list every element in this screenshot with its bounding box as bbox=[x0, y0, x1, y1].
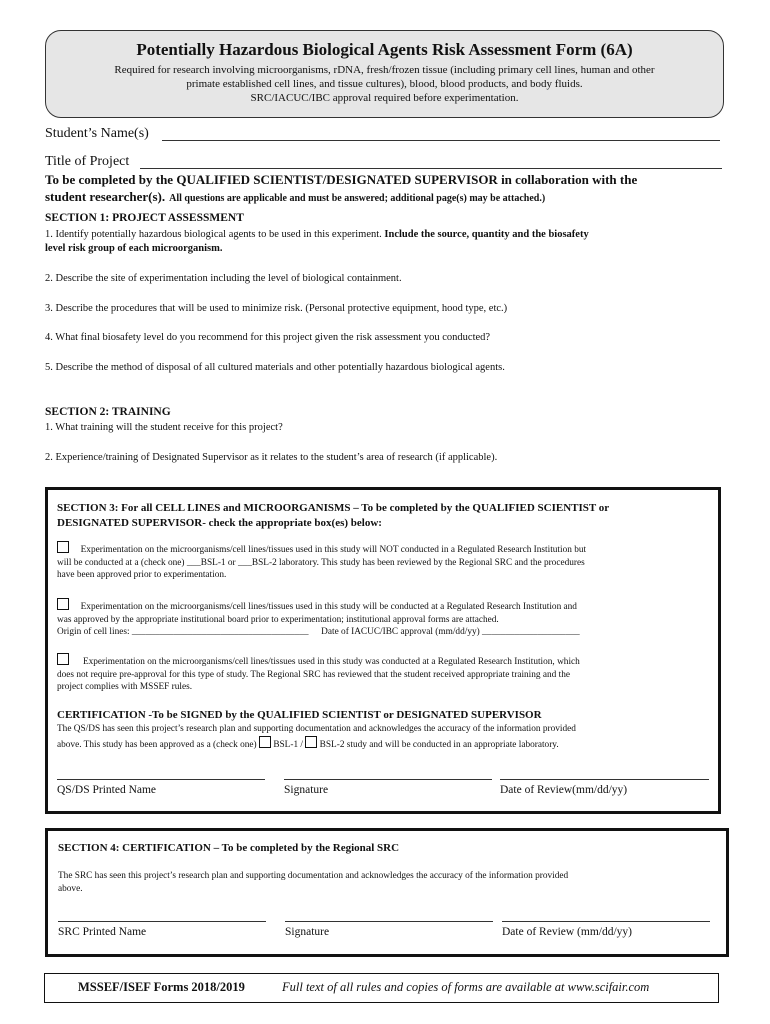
section1-q1 bbox=[45, 229, 589, 240]
bsl1-checkbox[interactable] bbox=[259, 736, 271, 748]
students-name-field[interactable] bbox=[162, 140, 720, 141]
form-header bbox=[45, 30, 724, 118]
section1-q4: 4. What final biosafety level do you recommend for this project given the risk assessment you conducted? bbox=[45, 332, 491, 343]
section4-line: The SRC has seen this project’s research plan and supporting documentation and acknowledges the accuracy of the information provided bbox=[58, 871, 569, 881]
intro-bold: student researcher(s). bbox=[45, 189, 166, 204]
src-signature-line[interactable] bbox=[285, 921, 493, 922]
option3-text: Experimentation on the microorganisms/cell lines/tissues used in this study was conducted at a Regulated Research Institution, which bbox=[82, 657, 580, 667]
option2-text: Experimentation on the microorganisms/cell lines/tissues used in this study will be conducted at a Regulated Research Institution and bbox=[80, 602, 577, 612]
intro-line2 bbox=[45, 188, 545, 206]
option1-text: will be conducted at a (check one) ___BSL-1 or ___BSL-2 laboratory. This study has been reviewed by the Regional SRC and the procedures bbox=[57, 557, 585, 568]
certification-text bbox=[57, 723, 712, 751]
section2-q2: 2. Experience/training of Designated Supervisor as it relates to the student’s area of research (if applicable). bbox=[45, 452, 498, 463]
q1-bold: Include the source, quantity and the biosafety bbox=[384, 229, 589, 240]
origin-cell-lines-field[interactable]: Origin of cell lines: ______________________________________ bbox=[57, 627, 309, 637]
iacuc-date-field[interactable]: Date of IACUC/IBC approval (mm/dd/yy) _____________________ bbox=[321, 627, 580, 637]
section3-option3 bbox=[57, 653, 712, 694]
section4-text bbox=[58, 870, 713, 895]
footer-note: Full text of all rules and copies of forms are available at www.scifair.com bbox=[282, 980, 650, 994]
section1-q5: 5. Describe the method of disposal of all cultured materials and other potentially hazardous biological agents. bbox=[45, 362, 505, 373]
src-name-line[interactable] bbox=[58, 921, 266, 922]
certification-heading: CERTIFICATION -To be SIGNED by the QUALIFIED SCIENTIST or DESIGNATED SUPERVISOR bbox=[57, 709, 542, 721]
option1-text: have been approved prior to experimentation. bbox=[57, 570, 227, 580]
intro-note: All questions are applicable and must be answered; additional page(s) may be attached.) bbox=[169, 193, 546, 204]
option2-text: was approved by the appropriate institutional board prior to experimentation; institutional approval forms are attached. bbox=[57, 614, 499, 625]
section1-q1-cont: level risk group of each microorganism. bbox=[45, 243, 223, 254]
section1-heading: SECTION 1: PROJECT ASSESSMENT bbox=[45, 212, 244, 224]
section4-heading: SECTION 4: CERTIFICATION – To be completed by the Regional SRC bbox=[58, 842, 400, 854]
footer-forms-year: MSSEF/ISEF Forms 2018/2019 bbox=[78, 980, 245, 994]
bsl2-label: BSL-2 study and will be conducted in an appropriate laboratory. bbox=[319, 739, 559, 750]
students-name-label: Student’s Name(s) bbox=[45, 126, 149, 141]
option3-text: project complies with MSSEF rules. bbox=[57, 682, 193, 692]
option3-checkbox[interactable] bbox=[57, 653, 69, 665]
section4-line: above. bbox=[58, 883, 83, 894]
form-title: Potentially Hazardous Biological Agents Risk Assessment Form (6A) bbox=[136, 40, 633, 59]
project-title-label: Title of Project bbox=[45, 154, 130, 169]
section3-heading: SECTION 3: For all CELL LINES and MICROORGANISMS – To be completed by the QUALIFIED SCIENTIST or bbox=[57, 502, 610, 514]
subtitle-line: SRC/IACUC/IBC approval required before experimentation. bbox=[250, 92, 519, 104]
project-title-field[interactable] bbox=[140, 168, 722, 169]
qsds-date-label: Date of Review(mm/dd/yy) bbox=[500, 784, 628, 796]
option2-checkbox[interactable] bbox=[57, 598, 69, 610]
subtitle-line: primate established cell lines, and tissue cultures), blood, blood products, and body fluids. bbox=[186, 78, 583, 90]
qsds-name-line[interactable] bbox=[57, 779, 265, 780]
section3-heading-cont: DESIGNATED SUPERVISOR- check the appropriate box(es) below: bbox=[57, 517, 382, 529]
option1-text: Experimentation on the microorganisms/cell lines/tissues used in this study will NOT conducted in a Regulated Research Institution but bbox=[80, 545, 587, 555]
qsds-date-line[interactable] bbox=[500, 779, 709, 780]
form-subtitle bbox=[46, 63, 723, 105]
section1-q2: 2. Describe the site of experimentation including the level of biological containment. bbox=[45, 273, 402, 284]
src-date-label: Date of Review (mm/dd/yy) bbox=[502, 926, 632, 938]
option1-checkbox[interactable] bbox=[57, 541, 69, 553]
src-name-label: SRC Printed Name bbox=[58, 926, 147, 938]
bsl2-checkbox[interactable] bbox=[305, 736, 317, 748]
subtitle-line: Required for research involving microorganisms, rDNA, fresh/frozen tissue (including primary cell lines, human and other bbox=[114, 64, 655, 76]
bsl1-label: BSL-1 / bbox=[273, 739, 304, 750]
section3-option2 bbox=[57, 598, 712, 639]
section3-option1 bbox=[57, 541, 712, 582]
q1-text: 1. Identify potentially hazardous biological agents to be used in this experiment. bbox=[45, 229, 382, 240]
section3-box bbox=[45, 487, 721, 814]
qsds-signature-line[interactable] bbox=[284, 779, 492, 780]
cert-line: The QS/DS has seen this project’s research plan and supporting documentation and acknowledges the accuracy of the information provided bbox=[57, 724, 576, 734]
qsds-signature-label: Signature bbox=[284, 784, 329, 796]
cert-line: above. This study has been approved as a (check one) bbox=[57, 739, 257, 750]
intro-line1: To be completed by the QUALIFIED SCIENTIST/DESIGNATED SUPERVISOR in collaboration with the bbox=[45, 172, 638, 187]
option3-text: does not require pre-approval for this type of study. The Regional SRC has reviewed that the student received appropriate training and the bbox=[57, 669, 570, 680]
qsds-name-label: QS/DS Printed Name bbox=[57, 784, 157, 796]
src-date-line[interactable] bbox=[502, 921, 710, 922]
section1-q3: 3. Describe the procedures that will be used to minimize risk. (Personal protective equipment, hood type, etc.) bbox=[45, 303, 508, 314]
section2-q1: 1. What training will the student receive for this project? bbox=[45, 422, 283, 433]
section2-heading: SECTION 2: TRAINING bbox=[45, 406, 171, 418]
src-signature-label: Signature bbox=[285, 926, 330, 938]
